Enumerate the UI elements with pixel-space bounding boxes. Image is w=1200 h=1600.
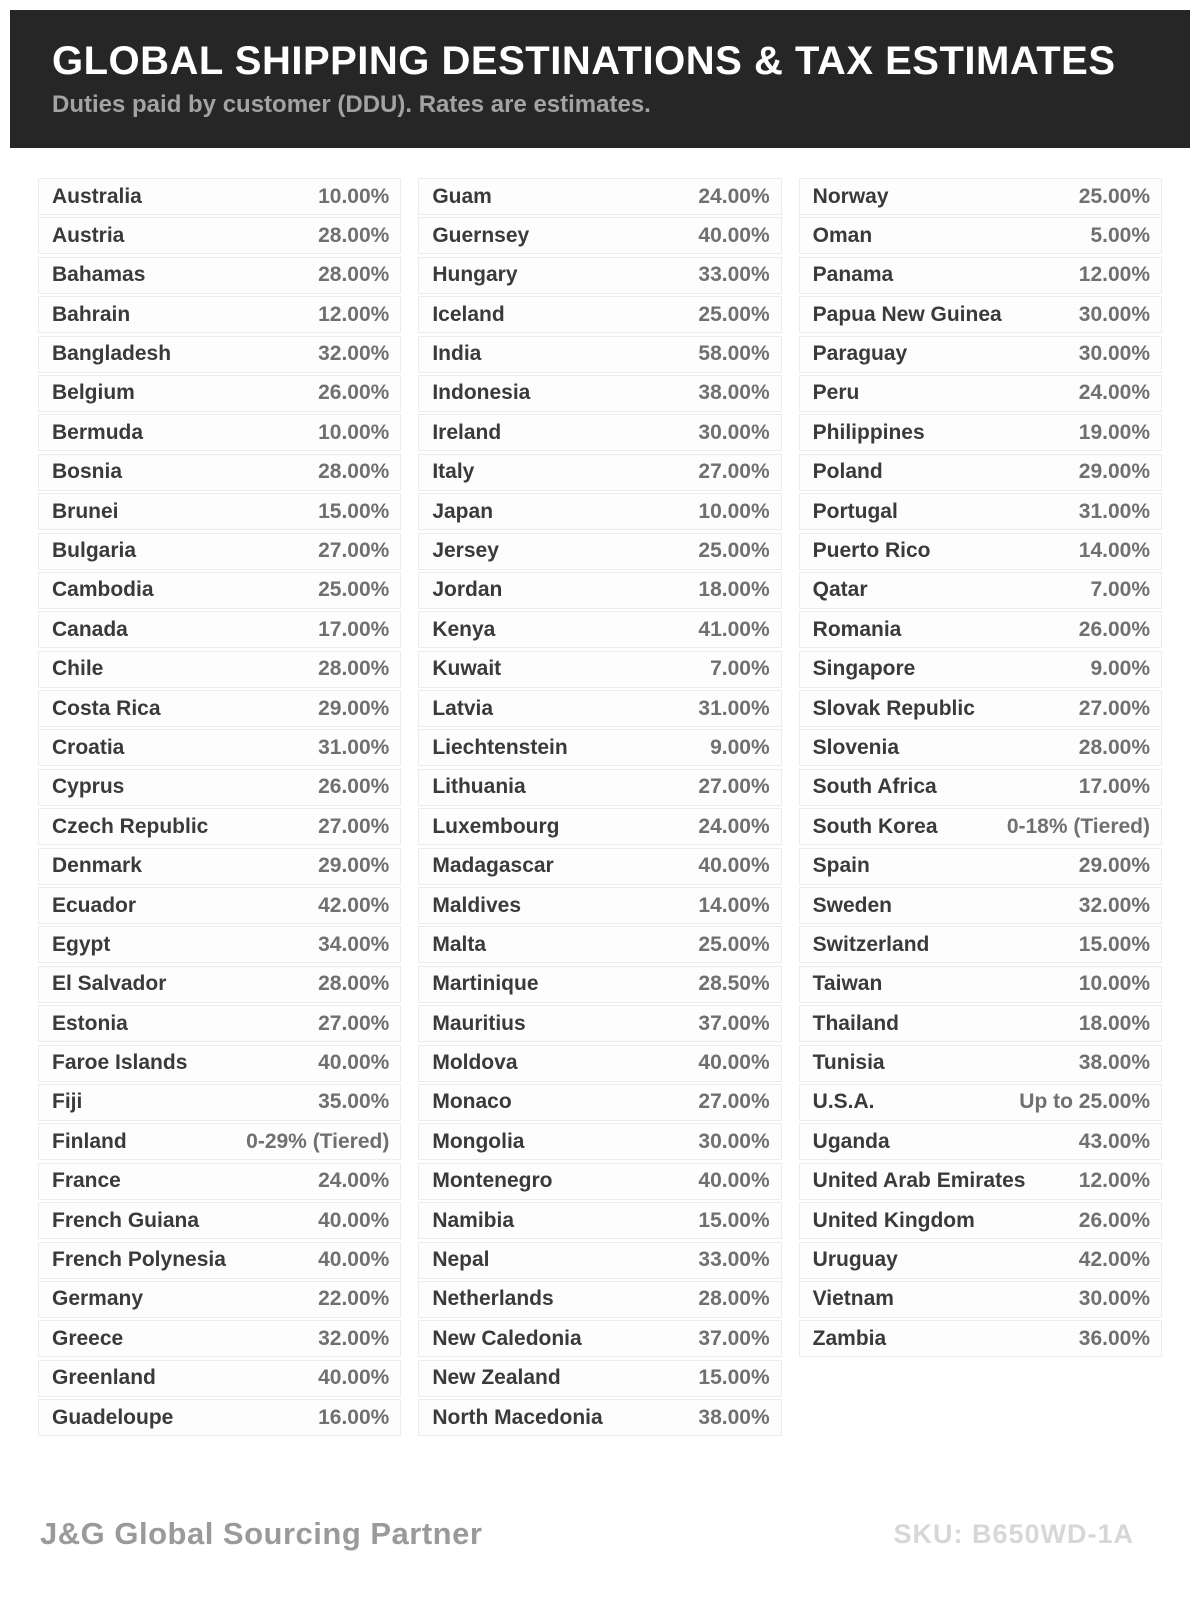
rate-value: 36.00% [1078,1326,1150,1350]
rate-value: 31.00% [698,696,770,720]
rate-value: 16.00% [318,1405,390,1429]
rate-value: 28.00% [318,972,390,996]
country-name: Vietnam [812,1287,894,1311]
rate-value: 29.00% [1078,854,1150,878]
table-row [38,651,401,688]
rate-value: 10.00% [318,420,390,444]
table-row [38,257,401,294]
rate-value: 7.00% [710,657,770,681]
rate-value: 31.00% [1078,499,1150,523]
rate-value: 30.00% [1078,302,1150,326]
table-row [799,296,1162,333]
rate-value: 17.00% [318,617,390,641]
country-name: French Guiana [52,1208,200,1232]
table-row [38,1045,401,1082]
country-name: Namibia [432,1208,515,1232]
table-row [799,1202,1162,1239]
table-row [418,533,781,570]
country-name: Lithuania [432,775,526,799]
country-name: Zambia [812,1326,887,1350]
rate-value: 26.00% [318,775,390,799]
rate-value: 22.00% [318,1287,390,1311]
table-row [799,729,1162,766]
table-row [38,769,401,806]
table-row [799,454,1162,491]
table-row [799,572,1162,609]
country-name: Kenya [432,617,496,641]
table-row [418,848,781,885]
table-row [418,1123,781,1160]
table-row [38,178,401,215]
rate-value: 32.00% [318,342,390,366]
country-name: Madagascar [432,854,554,878]
rate-value: 30.00% [1078,342,1150,366]
table-row [799,966,1162,1003]
country-name: Martinique [432,972,539,996]
table-row [38,493,401,530]
country-name: Montenegro [432,1169,553,1193]
table-row [799,375,1162,412]
rate-value: 37.00% [698,1326,770,1350]
sku-text: SKU: B650WD-1A [893,1518,1134,1549]
table-row [418,1281,781,1318]
country-name: New Zealand [432,1366,561,1390]
country-name: Tunisia [812,1051,885,1075]
country-name: Maldives [432,893,522,917]
country-name: Uruguay [812,1248,898,1272]
rate-value: 18.00% [1078,1011,1150,1035]
country-name: U.S.A. [812,1090,875,1114]
rate-value: 27.00% [318,814,390,838]
table-row [38,966,401,1003]
country-name: Uganda [812,1129,890,1153]
country-name: Nepal [432,1248,490,1272]
country-name: Czech Republic [52,814,209,838]
rate-value: 29.00% [1078,460,1150,484]
rate-value: 32.00% [1078,893,1150,917]
rate-value: 0-18% (Tiered) [1006,814,1150,838]
country-name: Bermuda [52,420,144,444]
rate-value: 9.00% [1090,657,1150,681]
table-row [418,1045,781,1082]
table-row [418,1360,781,1397]
rate-value: 30.00% [1078,1287,1150,1311]
country-name: Mauritius [432,1011,526,1035]
rate-value: 5.00% [1090,223,1150,247]
rate-value: 19.00% [1078,420,1150,444]
table-row [38,336,401,373]
rate-value: 38.00% [698,381,770,405]
country-name: Egypt [52,932,111,956]
table-row [418,769,781,806]
table-row [799,1320,1162,1357]
country-name: Cyprus [52,775,125,799]
rate-value: 28.00% [318,263,390,287]
country-name: Romania [812,617,902,641]
country-name: Taiwan [812,972,883,996]
rate-value: 30.00% [698,420,770,444]
table-row [418,729,781,766]
rate-value: 42.00% [318,893,390,917]
table-row [418,966,781,1003]
rate-value: 15.00% [318,499,390,523]
country-name: Latvia [432,696,494,720]
rate-value: 27.00% [698,775,770,799]
rate-value: 25.00% [698,302,770,326]
country-name: Bahrain [52,302,131,326]
table-row [799,178,1162,215]
table-row [38,1320,401,1357]
table-row [38,1123,401,1160]
rate-value: 27.00% [1078,696,1150,720]
country-name: Netherlands [432,1287,554,1311]
table-row [799,1242,1162,1279]
table-row [418,1005,781,1042]
country-name: United Arab Emirates [812,1169,1026,1193]
rate-value: Up to 25.00% [1019,1090,1150,1114]
country-name: Finland [52,1129,127,1153]
rate-value: 28.00% [318,223,390,247]
table-row [418,414,781,451]
rate-value: 42.00% [1078,1248,1150,1272]
rate-value: 40.00% [698,1169,770,1193]
table-row [38,454,401,491]
country-name: Thailand [812,1011,899,1035]
rate-value: 7.00% [1090,578,1150,602]
country-name: Liechtenstein [432,735,568,759]
country-name: Switzerland [812,932,930,956]
rate-value: 26.00% [1078,617,1150,641]
country-name: Sweden [812,893,893,917]
rate-value: 27.00% [318,1011,390,1035]
country-name: Costa Rica [52,696,161,720]
country-name: North Macedonia [432,1405,603,1429]
rate-value: 40.00% [318,1208,390,1232]
country-name: South Africa [812,775,937,799]
rate-value: 27.00% [698,1090,770,1114]
country-name: Japan [432,499,494,523]
rate-value: 37.00% [698,1011,770,1035]
table-row [418,1320,781,1357]
rate-value: 27.00% [698,460,770,484]
rate-value: 24.00% [698,184,770,208]
country-name: Bosnia [52,460,123,484]
country-name: Qatar [812,578,868,602]
table-row [418,808,781,845]
rate-value: 29.00% [318,696,390,720]
page-title: GLOBAL SHIPPING DESTINATIONS & TAX ESTIMATES [52,39,1116,83]
table-row [418,651,781,688]
country-name: Chile [52,657,104,681]
rate-value: 29.00% [318,854,390,878]
table-row [38,1163,401,1200]
rate-value: 17.00% [1078,775,1150,799]
country-name: Moldova [432,1051,518,1075]
rate-value: 28.50% [698,972,770,996]
country-name: Kuwait [432,657,502,681]
country-name: Luxembourg [432,814,560,838]
table-row [38,1202,401,1239]
table-row [418,178,781,215]
table-row [799,848,1162,885]
rate-value: 25.00% [1078,184,1150,208]
country-name: Monaco [432,1090,512,1114]
table-row [38,729,401,766]
rate-value: 28.00% [1078,735,1150,759]
table-row [418,572,781,609]
table-row [418,887,781,924]
country-name: Ireland [432,420,502,444]
table-row [418,257,781,294]
country-name: Malta [432,932,487,956]
table-row [38,375,401,412]
rate-value: 25.00% [318,578,390,602]
country-name: Bulgaria [52,539,137,563]
table-row [38,414,401,451]
country-name: Hungary [432,263,518,287]
rate-value: 58.00% [698,342,770,366]
rate-value: 10.00% [1078,972,1150,996]
header-banner [10,10,1190,148]
table-row [38,296,401,333]
rate-value: 24.00% [698,814,770,838]
table-row [418,611,781,648]
table-row [38,926,401,963]
rate-value: 10.00% [318,184,390,208]
rate-value: 41.00% [698,617,770,641]
country-name: Spain [812,854,870,878]
table-row [38,217,401,254]
table-row [38,611,401,648]
country-name: Estonia [52,1011,128,1035]
rate-value: 28.00% [698,1287,770,1311]
country-name: Italy [432,460,475,484]
table-row [418,1399,781,1436]
country-name: Cambodia [52,578,154,602]
country-name: Canada [52,617,128,641]
table-column [38,178,401,1439]
table-row [799,493,1162,530]
rate-value: 38.00% [1078,1051,1150,1075]
country-name: Greenland [52,1366,156,1390]
country-name: Philippines [812,420,925,444]
table-column [799,178,1162,1360]
rate-value: 30.00% [698,1129,770,1153]
country-name: Austria [52,223,125,247]
table-row [38,808,401,845]
rate-value: 27.00% [318,539,390,563]
table-row [799,808,1162,845]
table-column [418,178,781,1439]
table-row [799,336,1162,373]
country-name: Belgium [52,381,135,405]
rate-value: 40.00% [698,223,770,247]
table-row [418,493,781,530]
table-row [799,217,1162,254]
table-row [799,414,1162,451]
table-row [799,769,1162,806]
country-name: Faroe Islands [52,1051,188,1075]
rate-value: 40.00% [698,854,770,878]
table-row [418,375,781,412]
brand-text: J&G Global Sourcing Partner [40,1516,483,1551]
table-row [38,533,401,570]
country-name: Guernsey [432,223,530,247]
country-name: Norway [812,184,889,208]
country-name: Slovenia [812,735,900,759]
table-row [799,1084,1162,1121]
tax-rate-table [38,178,1162,1439]
table-row [418,1242,781,1279]
country-name: Bangladesh [52,342,172,366]
table-row [418,336,781,373]
rate-value: 15.00% [698,1366,770,1390]
country-name: Denmark [52,854,142,878]
table-row [418,296,781,333]
rate-value: 12.00% [318,302,390,326]
rate-value: 33.00% [698,263,770,287]
table-row [418,1202,781,1239]
table-row [799,533,1162,570]
table-row [799,1045,1162,1082]
country-name: Ecuador [52,893,137,917]
rate-value: 24.00% [1078,381,1150,405]
rate-value: 28.00% [318,460,390,484]
rate-value: 38.00% [698,1405,770,1429]
rate-value: 40.00% [318,1366,390,1390]
footer [40,1516,1160,1552]
country-name: United Kingdom [812,1208,975,1232]
table-row [799,1123,1162,1160]
table-row [38,1242,401,1279]
country-name: Portugal [812,499,898,523]
rate-value: 26.00% [318,381,390,405]
country-name: Greece [52,1326,124,1350]
rate-value: 12.00% [1078,1169,1150,1193]
country-name: Brunei [52,499,119,523]
table-row [418,217,781,254]
country-name: Paraguay [812,342,908,366]
country-name: Bahamas [52,263,146,287]
rate-value: 31.00% [318,735,390,759]
rate-value: 15.00% [698,1208,770,1232]
country-name: Fiji [52,1090,83,1114]
table-row [38,1399,401,1436]
table-row [38,572,401,609]
page-subtitle: Duties paid by customer (DDU). Rates are estimates. [52,91,651,118]
country-name: Mongolia [432,1129,525,1153]
table-row [38,690,401,727]
country-name: Poland [812,460,883,484]
rate-value: 32.00% [318,1326,390,1350]
table-row [799,887,1162,924]
rate-value: 40.00% [318,1248,390,1272]
country-name: Guam [432,184,492,208]
table-row [38,1281,401,1318]
country-name: South Korea [812,814,938,838]
table-row [38,1005,401,1042]
rate-value: 14.00% [1078,539,1150,563]
country-name: El Salvador [52,972,167,996]
country-name: Panama [812,263,894,287]
table-row [38,1084,401,1121]
table-row [799,611,1162,648]
country-name: Indonesia [432,381,531,405]
rate-value: 40.00% [318,1051,390,1075]
table-row [418,454,781,491]
country-name: Jordan [432,578,503,602]
country-name: Papua New Guinea [812,302,1002,326]
rate-value: 40.00% [698,1051,770,1075]
rate-value: 35.00% [318,1090,390,1114]
table-row [799,1281,1162,1318]
country-name: India [432,342,482,366]
rate-value: 34.00% [318,932,390,956]
rate-value: 24.00% [318,1169,390,1193]
table-row [799,690,1162,727]
rate-value: 14.00% [698,893,770,917]
rate-value: 0-29% (Tiered) [246,1129,390,1153]
table-row [38,848,401,885]
country-name: Puerto Rico [812,539,931,563]
table-row [799,1163,1162,1200]
rate-value: 15.00% [1078,932,1150,956]
table-row [418,690,781,727]
country-name: Oman [812,223,873,247]
rate-value: 26.00% [1078,1208,1150,1232]
country-name: New Caledonia [432,1326,582,1350]
country-name: Germany [52,1287,144,1311]
rate-value: 33.00% [698,1248,770,1272]
table-row [799,1005,1162,1042]
country-name: Peru [812,381,860,405]
table-row [799,257,1162,294]
country-name: Iceland [432,302,505,326]
country-name: Croatia [52,735,125,759]
table-row [418,1163,781,1200]
country-name: Guadeloupe [52,1405,174,1429]
table-row [799,926,1162,963]
table-row [418,1084,781,1121]
country-name: Jersey [432,539,499,563]
country-name: France [52,1169,121,1193]
table-row [38,887,401,924]
table-row [38,1360,401,1397]
rate-value: 12.00% [1078,263,1150,287]
table-row [799,651,1162,688]
rate-value: 28.00% [318,657,390,681]
country-name: French Polynesia [52,1248,226,1272]
rate-value: 43.00% [1078,1129,1150,1153]
rate-value: 25.00% [698,932,770,956]
rate-value: 25.00% [698,539,770,563]
table-row [418,926,781,963]
rate-value: 9.00% [710,735,770,759]
rate-value: 10.00% [698,499,770,523]
rate-value: 18.00% [698,578,770,602]
country-name: Slovak Republic [812,696,975,720]
country-name: Singapore [812,657,916,681]
country-name: Australia [52,184,142,208]
